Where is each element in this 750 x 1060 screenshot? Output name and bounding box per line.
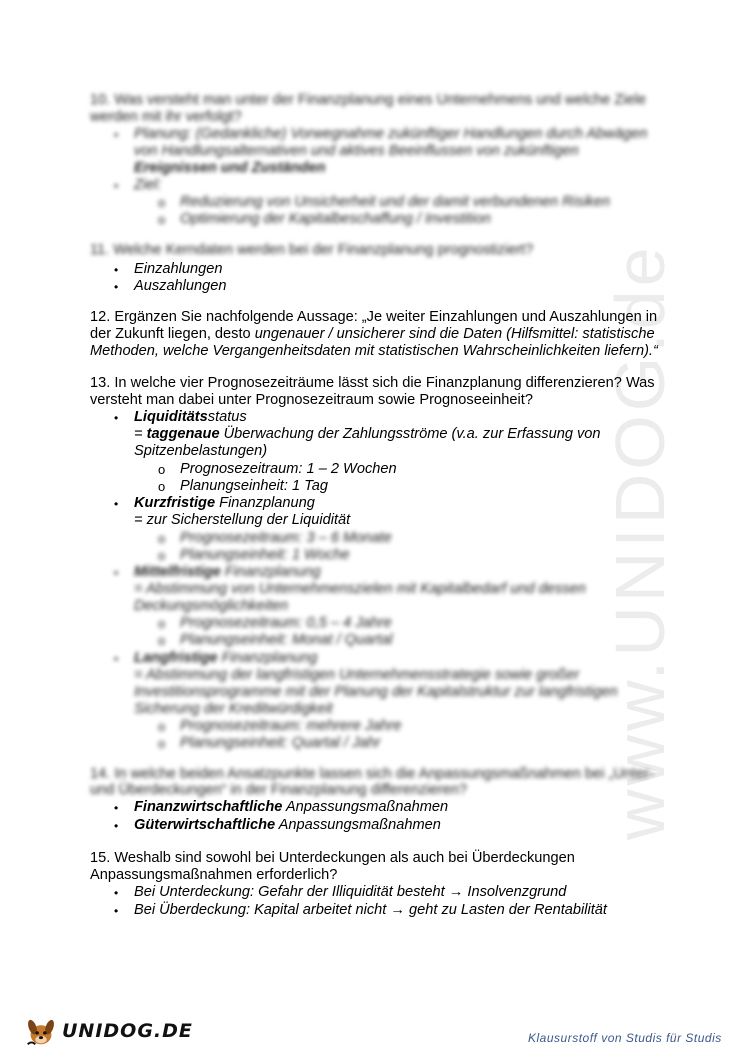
mid-term-c1: Prognosezeitraum: 0,5 – 4 Jahre: [180, 615, 392, 631]
q10-line2: werden mit ihr verfolgt?: [90, 109, 242, 125]
circle-bullet-icon: o: [158, 548, 166, 563]
liquidity-c2: Planungseinheit: 1 Tag: [180, 478, 328, 494]
long-term-def3: Sicherung der Kreditwürdigkeit: [134, 701, 333, 717]
q14-line2: und Überdeckungen“ in der Finanzplanung differenzieren?: [90, 782, 467, 798]
short-term-c2: Planungseinheit: 1 Woche: [180, 547, 350, 563]
watermark: www.UNIDOG.de: [601, 243, 679, 840]
liquidity-def: = taggenaue Überwachung der Zahlungsströme (v.a. zur Erfassung von: [134, 426, 601, 442]
q11-question: 11. Welche Kerndaten werden bei der Finanzplanung prognostiziert?: [90, 242, 534, 258]
bullet-icon: •: [114, 128, 119, 142]
short-term-def: = zur Sicherstellung der Liquidität: [134, 512, 351, 528]
circle-bullet-icon: o: [158, 195, 166, 210]
q12-line3: Methoden, welche Vergangenheitsdaten mit statistischen Wahrscheinlichkeiten liefern).“: [90, 343, 658, 359]
mid-term-def1: = Abstimmung von Unternehmenszielen mit Kapitalbedarf und dessen: [134, 581, 586, 597]
liquidity-def-line2: Spitzenbelastungen): [134, 443, 268, 459]
q10-c1: Reduzierung von Unsicherheit und der damit verbundenen Risiken: [180, 194, 610, 210]
long-term-def1: = Abstimmung der langfristigen Unternehmensstrategie sowie großer: [134, 667, 580, 683]
mid-term-c2: Planungseinheit: Monat / Quartal: [180, 632, 393, 648]
bullet-icon: •: [114, 179, 119, 193]
q15-item-2: Bei Überdeckung: Kapital arbeitet nicht → geht zu Lasten der Rentabilität: [134, 902, 607, 918]
q11-item-1: Einzahlungen: [134, 261, 223, 277]
circle-bullet-icon: o: [158, 719, 166, 734]
circle-bullet-icon: o: [158, 212, 166, 227]
short-term-title: Kurzfristige Finanzplanung: [134, 495, 315, 511]
circle-bullet-icon: o: [158, 633, 166, 648]
bullet-icon: •: [114, 411, 119, 425]
q12-line2: der Zukunft liegen, desto ungenauer / unsicherer sind die Daten (Hilfsmittel: statistische: [90, 326, 655, 342]
bullet-icon: •: [114, 652, 119, 666]
q11-item-2: Auszahlungen: [134, 278, 227, 294]
long-term-title: Langfristige Finanzplanung: [134, 650, 318, 666]
long-term-def2: Investitionsprogramme mit der Planung der Kapitalstruktur zur langfristigen: [134, 684, 618, 700]
q15-line2: Anpassungsmaßnahmen erforderlich?: [90, 867, 338, 883]
q13-line1: 13. In welche vier Prognosezeiträume lässt sich die Finanzplanung differenzieren? Was: [90, 375, 655, 391]
liquidity-c1: Prognosezeitraum: 1 – 2 Wochen: [180, 461, 397, 477]
bullet-icon: •: [114, 566, 119, 580]
circle-bullet-icon: o: [158, 479, 166, 494]
q14-item-2: Güterwirtschaftliche Anpassungsmaßnahmen: [134, 817, 441, 833]
q15-line1: 15. Weshalb sind sowohl bei Unterdeckungen als auch bei Überdeckungen: [90, 850, 575, 866]
mid-term-def2: Deckungsmöglichkeiten: [134, 598, 289, 614]
circle-bullet-icon: o: [158, 736, 166, 751]
q14-item-1: Finanzwirtschaftliche Anpassungsmaßnahmen: [134, 799, 449, 815]
q10-b1-line2: von Handlungsalternativen und aktives Beeinflussen von zukünftigen: [134, 143, 579, 159]
footer-tagline: Klausurstoff von Studis für Studis: [528, 1031, 722, 1045]
bullet-icon: •: [114, 904, 119, 918]
logo-text: UNIDOG.DE: [62, 1020, 193, 1042]
bullet-icon: •: [114, 280, 119, 294]
q10-b1-line3: Ereignissen und Zuständen: [134, 160, 326, 176]
q10-line1: 10. Was versteht man unter der Finanzplanung eines Unternehmens und welche Ziele: [90, 92, 646, 108]
circle-bullet-icon: o: [158, 531, 166, 546]
circle-bullet-icon: o: [158, 462, 166, 477]
q10-c2: Optimierung der Kapitalbeschaffung / Investition: [180, 211, 491, 227]
bullet-icon: •: [114, 263, 119, 277]
dog-icon: [22, 1012, 60, 1050]
q13-line2: versteht man dabei unter Prognosezeitraum sowie Prognoseeinheit?: [90, 392, 533, 408]
q15-item-1: Bei Unterdeckung: Gefahr der Illiquidität besteht → Insolvenzgrund: [134, 884, 567, 900]
bullet-icon: •: [114, 497, 119, 511]
q10-b1-line1: Planung: (Gedankliche) Vorwegnahme zukünftiger Handlungen durch Abwägen: [134, 126, 648, 142]
bullet-icon: •: [114, 886, 119, 900]
mid-term-title: Mittelfristige Finanzplanung: [134, 564, 321, 580]
circle-bullet-icon: o: [158, 616, 166, 631]
q14-line1: 14. In welche beiden Ansatzpunkte lassen sich die Anpassungsmaßnahmen bei „Unter-: [90, 766, 654, 782]
q10-b2: Ziel:: [134, 177, 162, 193]
long-term-c1: Prognosezeitraum: mehrere Jahre: [180, 718, 402, 734]
arrow-right-icon: →: [448, 884, 464, 900]
q12-line1: 12. Ergänzen Sie nachfolgende Aussage: „Je weiter Einzahlungen und Auszahlungen in: [90, 309, 658, 325]
arrow-right-icon: →: [390, 902, 405, 918]
unidog-logo[interactable]: [22, 1012, 193, 1050]
short-term-c1: Prognosezeitraum: 3 – 6 Monate: [180, 530, 392, 546]
liquidity-title: Liquiditätsstatus: [134, 409, 247, 425]
bullet-icon: •: [114, 801, 119, 815]
bullet-icon: •: [114, 819, 119, 833]
long-term-c2: Planungseinheit: Quartal / Jahr: [180, 735, 381, 751]
